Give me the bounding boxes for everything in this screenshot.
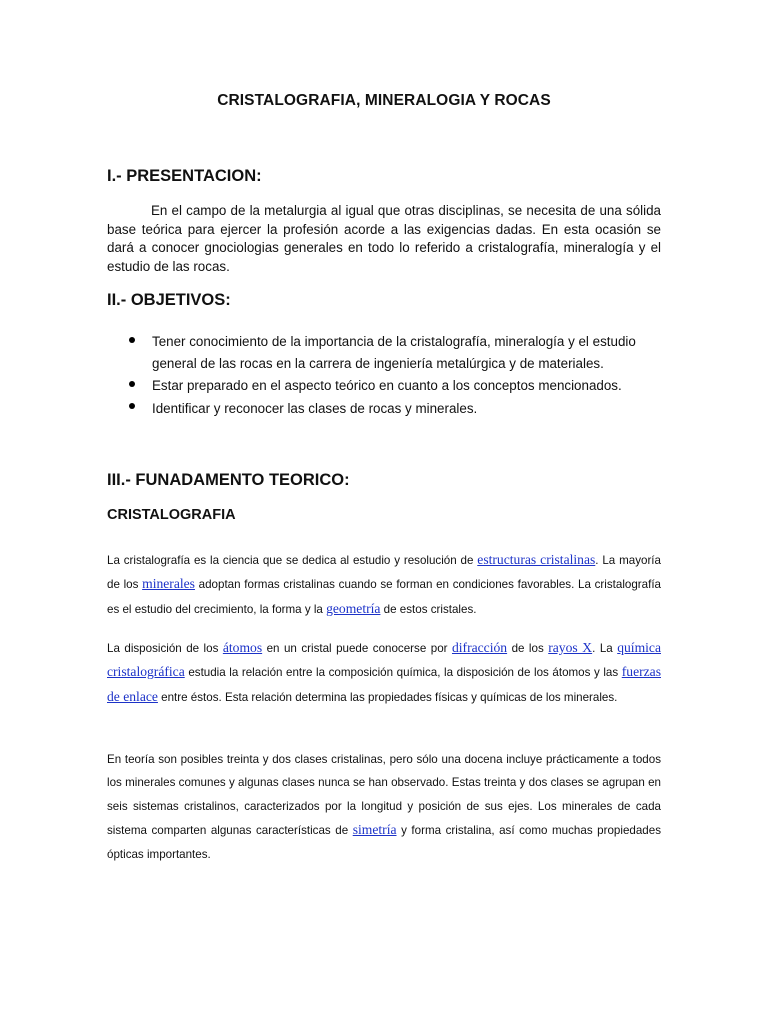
bullet-icon (129, 337, 135, 343)
paragraph-text: La cristalografía es la ciencia que se dedica al estudio y resolución de (107, 554, 478, 567)
document-title: CRISTALOGRAFIA, MINERALOGIA Y ROCAS (217, 92, 551, 109)
link-atomos[interactable]: átomos (222, 640, 263, 655)
link-fuerzas-de-enlace[interactable]: fuerzas de enlace (107, 664, 661, 704)
objetivos-list (107, 331, 667, 421)
paragraph-text: de los (507, 642, 549, 655)
section-heading-objetivos: II.- OBJETIVOS: (107, 291, 231, 309)
cristalografia-paragraph-2 (107, 636, 661, 709)
objetivo-text: Estar preparado en el aspecto teórico en cuanto a los conceptos mencionados. (152, 378, 622, 393)
list-item (107, 331, 667, 375)
list-item (107, 375, 667, 397)
cristalografia-paragraph-3 (107, 748, 661, 866)
subsection-heading-cristalografia: CRISTALOGRAFIA (107, 507, 236, 523)
presentacion-text: En el campo de la metalurgia al igual que otras disciplinas, se necesita de una sólida base teórica para ejercer la profesión acorde a las exigencias dadas. En esta ocasión se dará a conocer gnociologias generales en todo lo referido a cristalografía, mineralogía y el estudio de las rocas. (107, 203, 661, 274)
objetivo-text: Identificar y reconocer las clases de rocas y minerales. (152, 401, 478, 416)
paragraph-text: . La mayoría de los (107, 554, 661, 592)
link-difraccion[interactable]: difracción (451, 640, 508, 655)
paragraph-text: En teoría son posibles treinta y dos clases cristalinas, pero sólo una docena incluye prácticamente a todos los minerales comunes y algunas clases nunca se han observado. Estas treinta y dos clases se agrupan en seis sistemas cristalinos, caracterizados por la longitud y posición de sus ejes. Los minerales de cada sistema comparten algunas características de (107, 753, 661, 838)
paragraph-text: estudia la relación entre la composición química, la disposición de los átomos y las (184, 666, 622, 680)
paragraph-text: entre éstos. Esta relación determina las propiedades físicas y químicas de los minerales. (157, 690, 618, 704)
link-minerales[interactable]: minerales (142, 576, 195, 592)
list-item (107, 397, 667, 421)
paragraph-text: La disposición de los (107, 642, 223, 655)
cristalografia-paragraph-1 (107, 548, 661, 621)
section-heading-presentacion: I.- PRESENTACION: (107, 167, 262, 185)
paragraph-text: adoptan formas cristalinas cuando se forman en condiciones favorables. La cristalografía es el estudio del crecimiento, la forma y la (107, 578, 661, 616)
link-rayos-x[interactable]: rayos X (548, 640, 593, 655)
paragraph-text: de estos cristales. (380, 602, 477, 616)
link-simetria[interactable]: simetría (352, 822, 397, 838)
bullet-icon (129, 403, 135, 409)
link-quimica-cristalografica[interactable]: química cristalográfica (107, 640, 661, 680)
bullet-icon (129, 381, 135, 387)
section-heading-fundamento: III.- FUNADAMENTO TEORICO: (107, 471, 350, 489)
link-estructuras-cristalinas[interactable]: estructuras cristalinas (477, 552, 596, 567)
paragraph-text: en un cristal puede conocerse por (262, 642, 452, 655)
paragraph-text: . La (592, 642, 618, 655)
link-geometria[interactable]: geometría (326, 600, 381, 616)
presentacion-paragraph (107, 202, 661, 276)
objetivo-text: Tener conocimiento de la importancia de la cristalografía, mineralogía y el estudio general de las rocas en la carrera de ingeniería metalúrgica y de materiales. (152, 334, 636, 371)
paragraph-text: y forma cristalina, así como muchas propiedades ópticas importantes. (107, 824, 661, 861)
